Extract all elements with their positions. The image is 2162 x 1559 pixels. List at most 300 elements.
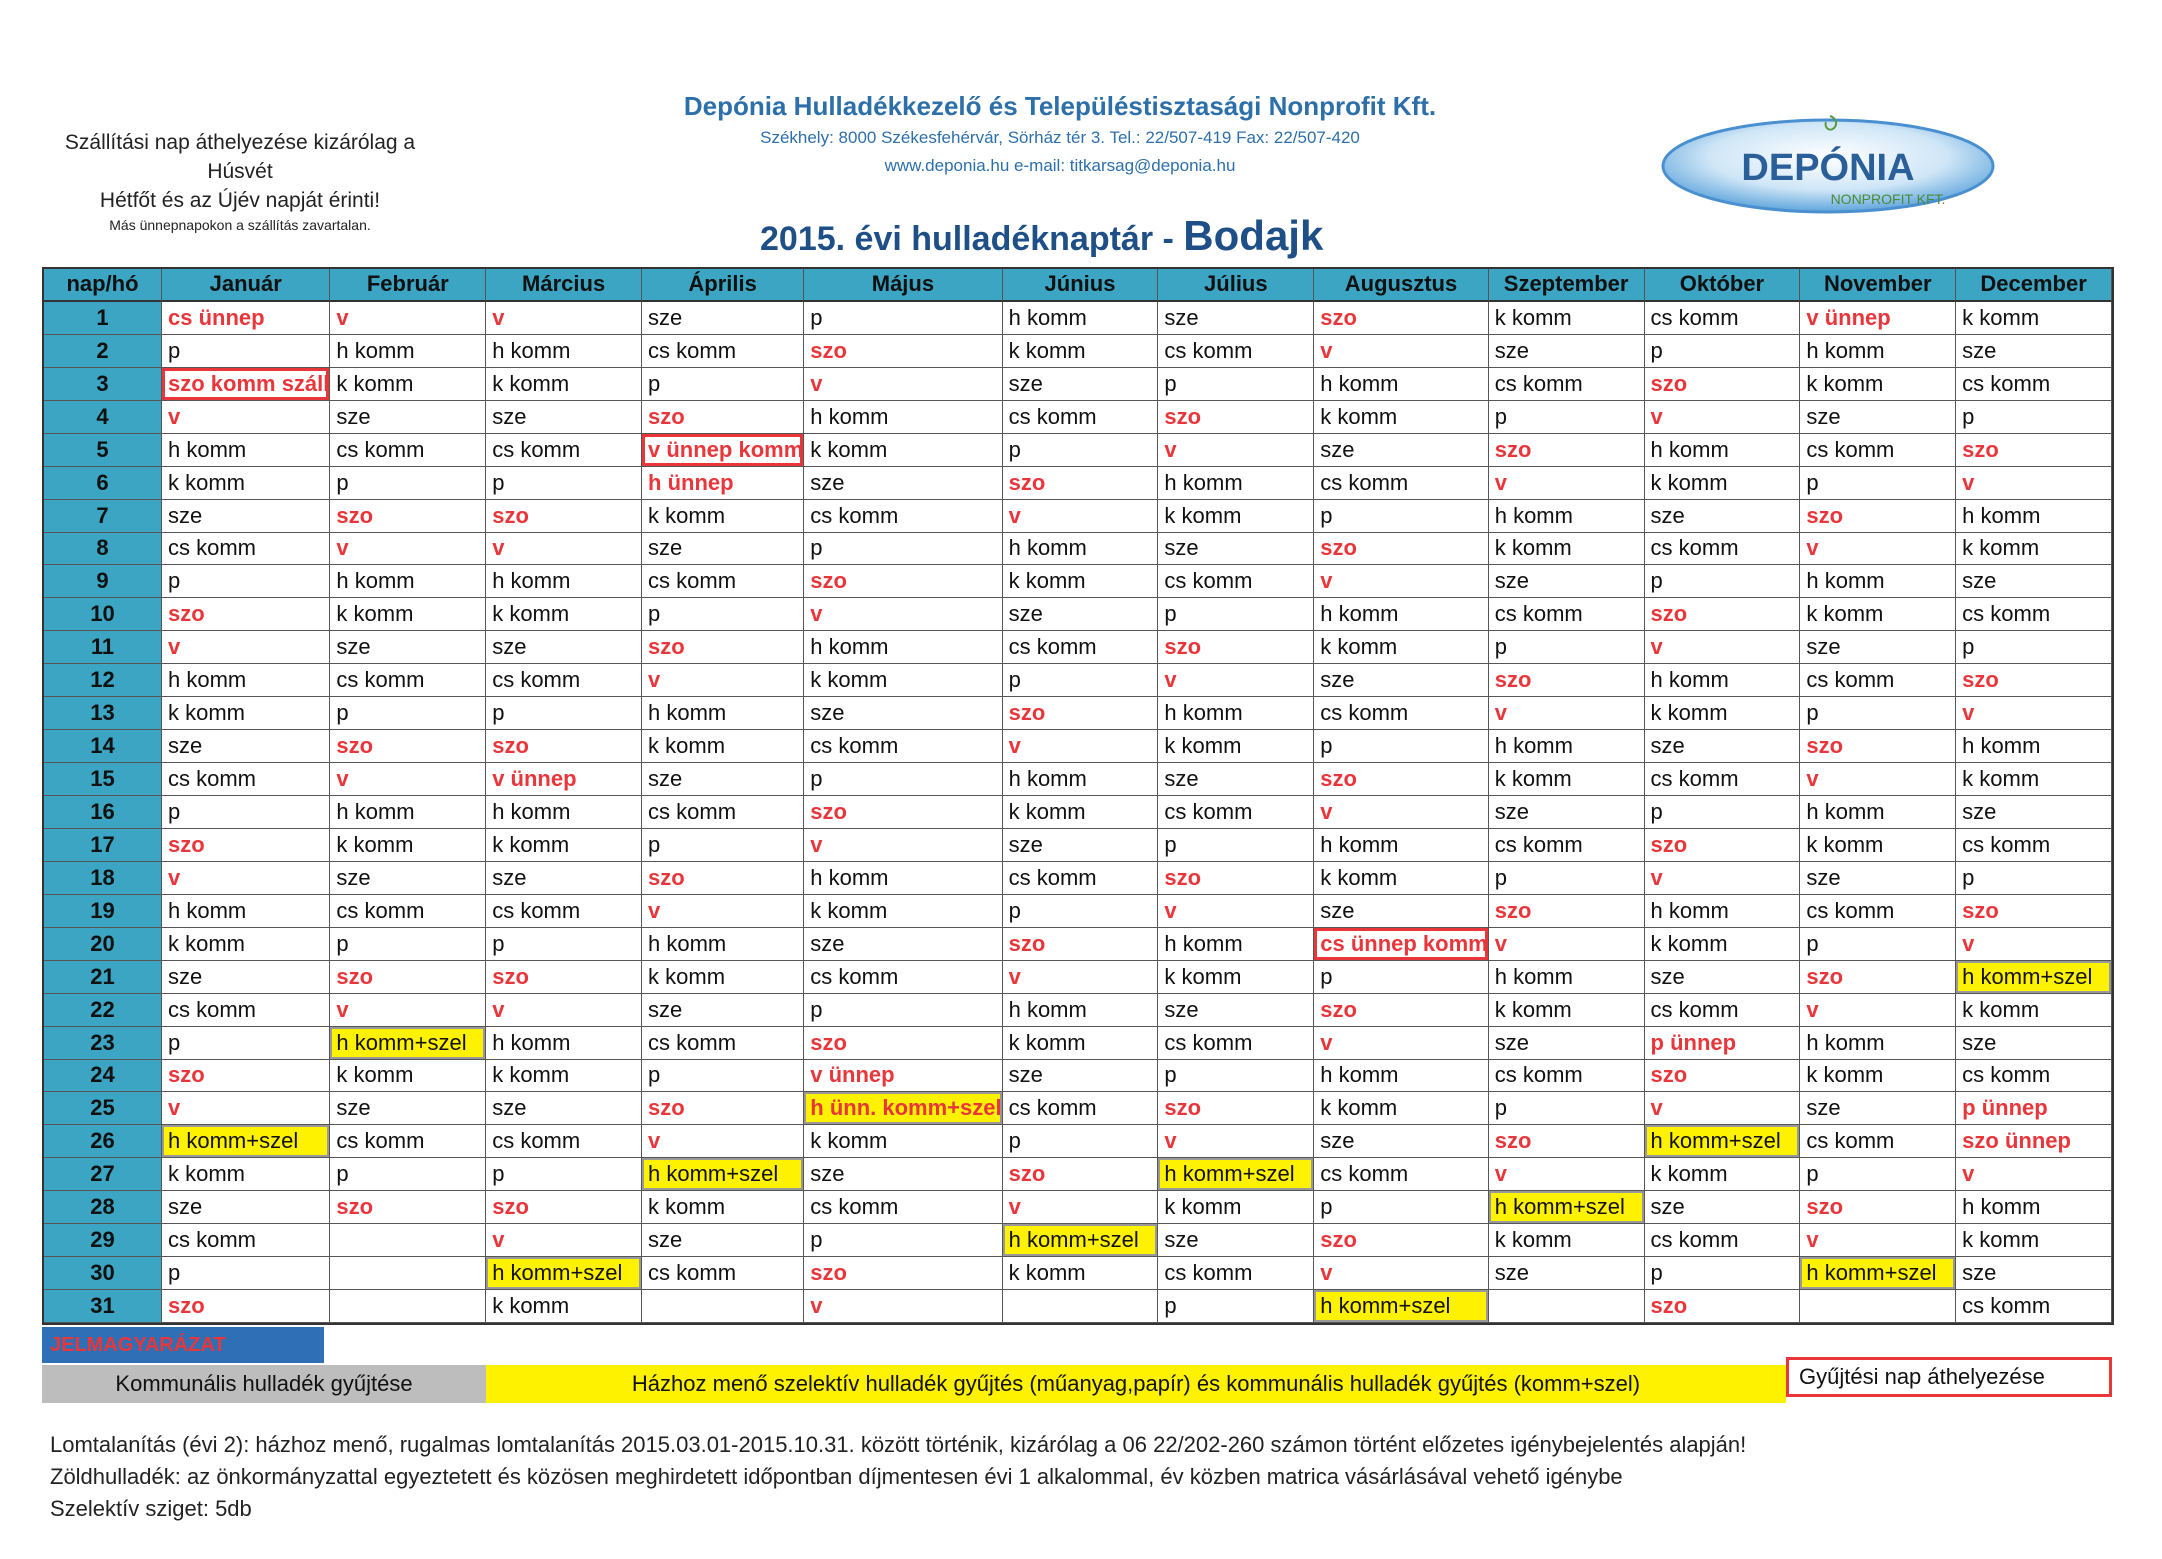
calendar-cell: k komm bbox=[642, 500, 804, 533]
footer-selective-island: Szelektív sziget: 5db bbox=[50, 1496, 252, 1521]
calendar-cell: k komm bbox=[1489, 1224, 1645, 1257]
calendar-cell: cs ünnep komm bbox=[1314, 928, 1488, 961]
calendar-cell: v bbox=[1800, 763, 1956, 796]
calendar-cell: h komm bbox=[1158, 928, 1314, 961]
calendar-cell: sze bbox=[1645, 500, 1801, 533]
header-month: Szeptember bbox=[1489, 269, 1645, 302]
calendar-cell: h komm+szel bbox=[330, 1027, 486, 1060]
calendar-cell: k komm bbox=[804, 434, 1002, 467]
calendar-cell: szo bbox=[804, 335, 1002, 368]
calendar-cell: p bbox=[1158, 598, 1314, 631]
calendar-cell: k komm bbox=[1003, 335, 1159, 368]
calendar-cell: cs komm bbox=[1158, 1257, 1314, 1290]
header-month: Április bbox=[642, 269, 804, 302]
calendar-cell: p bbox=[804, 533, 1002, 566]
calendar-cell: v bbox=[1645, 1092, 1801, 1125]
calendar-cell: v bbox=[1003, 500, 1159, 533]
calendar-cell: h komm bbox=[330, 335, 486, 368]
header-month: November bbox=[1800, 269, 1956, 302]
calendar-cell: p bbox=[1003, 664, 1159, 697]
calendar-cell: p bbox=[486, 697, 642, 730]
calendar-cell: v bbox=[804, 598, 1002, 631]
calendar-cell: sze bbox=[1489, 335, 1645, 368]
calendar-cell: sze bbox=[162, 730, 330, 763]
calendar-cell: cs komm bbox=[642, 565, 804, 598]
calendar-cell: cs komm bbox=[642, 335, 804, 368]
calendar-cell: p bbox=[804, 994, 1002, 1027]
calendar-title-town: Bodajk bbox=[1183, 212, 1324, 259]
calendar-cell: sze bbox=[804, 928, 1002, 961]
calendar-cell: k komm bbox=[1489, 763, 1645, 796]
calendar-cell: p bbox=[642, 368, 804, 401]
calendar-cell: v ünnep komm bbox=[642, 434, 804, 467]
calendar-cell: szo bbox=[1489, 434, 1645, 467]
calendar-cell: sze bbox=[330, 862, 486, 895]
calendar-cell: h komm bbox=[486, 796, 642, 829]
calendar-cell: h komm bbox=[162, 895, 330, 928]
day-number: 6 bbox=[44, 467, 162, 500]
calendar-cell: szo bbox=[1003, 467, 1159, 500]
calendar-cell: v bbox=[1800, 1224, 1956, 1257]
calendar-cell: v bbox=[642, 664, 804, 697]
day-number: 27 bbox=[44, 1158, 162, 1191]
calendar-cell: p bbox=[1645, 565, 1801, 598]
calendar-cell: k komm bbox=[330, 829, 486, 862]
calendar-cell: cs komm bbox=[1645, 302, 1801, 335]
calendar-cell: cs komm bbox=[1956, 829, 2112, 862]
footer-bulky-waste: Lomtalanítás (évi 2): házhoz menő, rugalmas lomtalanítás 2015.03.01-2015.10.31. között történik, kizárólag a 06 22/202-260 számon történt előzetes igénybejelentés alapján! bbox=[50, 1432, 1747, 1457]
day-number: 10 bbox=[44, 598, 162, 631]
day-number: 3 bbox=[44, 368, 162, 401]
calendar-cell: p bbox=[1158, 368, 1314, 401]
calendar-cell: p bbox=[1645, 796, 1801, 829]
calendar-cell: p bbox=[1314, 500, 1488, 533]
calendar-cell: sze bbox=[642, 302, 804, 335]
calendar-cell: h ünnep bbox=[642, 467, 804, 500]
calendar-cell: cs komm bbox=[486, 895, 642, 928]
calendar-cell: cs komm bbox=[330, 895, 486, 928]
calendar-cell: h komm bbox=[1645, 895, 1801, 928]
calendar-cell: h komm bbox=[486, 565, 642, 598]
calendar-cell: sze bbox=[486, 401, 642, 434]
calendar-cell: szo bbox=[330, 500, 486, 533]
calendar-cell: p bbox=[486, 467, 642, 500]
day-number: 2 bbox=[44, 335, 162, 368]
calendar-cell: k komm bbox=[804, 895, 1002, 928]
calendar-cell: k komm bbox=[162, 1158, 330, 1191]
header-month: Október bbox=[1645, 269, 1801, 302]
deponia-logo bbox=[1658, 108, 1998, 216]
calendar-cell: szo bbox=[1489, 895, 1645, 928]
calendar-cell: sze bbox=[1158, 1224, 1314, 1257]
calendar-cell: k komm bbox=[642, 961, 804, 994]
calendar-cell: h komm bbox=[1158, 697, 1314, 730]
calendar-cell: v bbox=[1956, 1158, 2112, 1191]
calendar-cell: cs komm bbox=[1956, 368, 2112, 401]
calendar-cell: k komm bbox=[1314, 862, 1488, 895]
calendar-cell: p bbox=[162, 796, 330, 829]
calendar-cell: sze bbox=[642, 533, 804, 566]
header-month: Március bbox=[486, 269, 642, 302]
company-web: www.deponia.hu e-mail: titkarsag@deponia.hu bbox=[884, 156, 1236, 175]
calendar-cell: k komm bbox=[642, 730, 804, 763]
calendar-cell: k komm bbox=[1956, 1224, 2112, 1257]
day-number: 25 bbox=[44, 1092, 162, 1125]
calendar-cell: szo bbox=[486, 1191, 642, 1224]
calendar-cell: v bbox=[330, 763, 486, 796]
day-number: 7 bbox=[44, 500, 162, 533]
day-number: 5 bbox=[44, 434, 162, 467]
calendar-cell: szo bbox=[1489, 664, 1645, 697]
calendar-cell: sze bbox=[1800, 1092, 1956, 1125]
calendar-cell: k komm bbox=[642, 1191, 804, 1224]
header-month: Február bbox=[330, 269, 486, 302]
calendar-cell: cs komm bbox=[162, 533, 330, 566]
calendar-cell: szo bbox=[1314, 763, 1488, 796]
calendar-cell: cs komm bbox=[642, 1027, 804, 1060]
day-number: 30 bbox=[44, 1257, 162, 1290]
calendar-cell: h komm+szel bbox=[1314, 1290, 1488, 1323]
calendar-cell: k komm bbox=[486, 598, 642, 631]
calendar-cell: k komm bbox=[486, 829, 642, 862]
calendar-cell: sze bbox=[1645, 1191, 1801, 1224]
calendar-cell: k komm bbox=[162, 467, 330, 500]
calendar-cell: sze bbox=[330, 401, 486, 434]
header-month: Május bbox=[804, 269, 1002, 302]
calendar-cell: cs komm bbox=[1800, 434, 1956, 467]
calendar-cell: szo bbox=[162, 829, 330, 862]
calendar-cell: k komm bbox=[1314, 631, 1488, 664]
calendar-title bbox=[760, 212, 1323, 260]
calendar-cell: v bbox=[642, 1125, 804, 1158]
note-line-1: Szállítási nap áthelyezése kizárólag a Húsvét bbox=[64, 131, 416, 183]
calendar-cell: p bbox=[1645, 1257, 1801, 1290]
calendar-cell: k komm bbox=[1003, 1257, 1159, 1290]
calendar-cell: sze bbox=[1800, 401, 1956, 434]
calendar-cell: sze bbox=[1003, 829, 1159, 862]
calendar-cell: v bbox=[486, 533, 642, 566]
calendar-cell: h komm bbox=[1314, 829, 1488, 862]
calendar-cell: h komm bbox=[804, 862, 1002, 895]
footer-green-waste: Zöldhulladék: az önkormányzattal egyeztetett és közösen meghirdetett időpontban díjmentesen évi 1 alkalommal, év közben matrica vásárlásával vehető igénybe bbox=[50, 1464, 1623, 1489]
calendar-cell: v bbox=[1003, 1191, 1159, 1224]
calendar-cell: v bbox=[1158, 434, 1314, 467]
calendar-cell: cs komm bbox=[1800, 1125, 1956, 1158]
calendar-cell: h komm bbox=[1800, 565, 1956, 598]
calendar-cell: k komm bbox=[1314, 1092, 1488, 1125]
calendar-cell: h komm bbox=[1800, 335, 1956, 368]
calendar-cell: sze bbox=[1003, 1060, 1159, 1093]
calendar-cell: szo bbox=[804, 565, 1002, 598]
calendar-cell: h komm bbox=[1956, 500, 2112, 533]
calendar-cell bbox=[330, 1224, 486, 1257]
day-number: 17 bbox=[44, 829, 162, 862]
calendar-cell: sze bbox=[1314, 664, 1488, 697]
calendar-cell: v bbox=[330, 302, 486, 335]
calendar-cell: h komm bbox=[1489, 961, 1645, 994]
calendar-cell: v bbox=[162, 862, 330, 895]
calendar-cell: sze bbox=[1956, 565, 2112, 598]
note-line-3: Más ünnepnapokon a szállítás zavartalan. bbox=[109, 217, 371, 233]
calendar-cell: szo bbox=[486, 730, 642, 763]
calendar-cell: p bbox=[1158, 829, 1314, 862]
calendar-cell: h komm bbox=[162, 664, 330, 697]
calendar-cell: cs komm bbox=[1956, 1060, 2112, 1093]
calendar-cell: p bbox=[162, 1257, 330, 1290]
calendar-cell: cs komm bbox=[1158, 1027, 1314, 1060]
calendar-cell: h komm bbox=[1314, 1060, 1488, 1093]
calendar-cell: v bbox=[330, 533, 486, 566]
calendar-cell: v bbox=[804, 1290, 1002, 1323]
calendar-cell: cs komm bbox=[804, 1191, 1002, 1224]
calendar-cell: k komm bbox=[1645, 1158, 1801, 1191]
calendar-cell: szo bbox=[1314, 533, 1488, 566]
calendar-cell: h komm+szel bbox=[162, 1125, 330, 1158]
calendar-cell: h komm+szel bbox=[486, 1257, 642, 1290]
calendar-cell: cs komm bbox=[162, 994, 330, 1027]
day-number: 22 bbox=[44, 994, 162, 1027]
calendar-cell: sze bbox=[330, 1092, 486, 1125]
calendar-cell: k komm bbox=[162, 928, 330, 961]
calendar-cell: v bbox=[486, 302, 642, 335]
svg-text:NONPROFIT KFT.: NONPROFIT KFT. bbox=[1830, 191, 1946, 207]
calendar-cell: p bbox=[486, 928, 642, 961]
calendar-cell: h komm bbox=[1314, 598, 1488, 631]
calendar-cell: p bbox=[330, 1158, 486, 1191]
calendar-cell: szo bbox=[1158, 862, 1314, 895]
calendar-cell: v ünnep bbox=[804, 1060, 1002, 1093]
calendar-cell: sze bbox=[1956, 796, 2112, 829]
calendar-cell: h komm+szel bbox=[1956, 961, 2112, 994]
calendar-cell: szo bbox=[642, 631, 804, 664]
calendar-cell: cs komm bbox=[1314, 467, 1488, 500]
calendar-cell: p bbox=[162, 335, 330, 368]
calendar-title-main: 2015. évi hulladéknaptár - bbox=[760, 220, 1174, 258]
calendar-cell: szo bbox=[1956, 434, 2112, 467]
calendar-cell: k komm bbox=[1158, 500, 1314, 533]
header-month: Június bbox=[1003, 269, 1159, 302]
calendar-cell: szo bbox=[1314, 1224, 1488, 1257]
calendar-cell: sze bbox=[1489, 1257, 1645, 1290]
legend-title: JELMAGYARÁZAT bbox=[42, 1327, 324, 1363]
calendar-cell: cs komm bbox=[1489, 829, 1645, 862]
day-number: 31 bbox=[44, 1290, 162, 1323]
calendar-cell bbox=[1800, 1290, 1956, 1323]
company-name: Depónia Hulladékkezelő és Településtisztasági Nonprofit Kft. bbox=[683, 91, 1437, 121]
calendar-cell: szo bbox=[1645, 829, 1801, 862]
calendar-cell: p bbox=[1645, 335, 1801, 368]
day-number: 24 bbox=[44, 1060, 162, 1093]
calendar-cell: szo bbox=[486, 961, 642, 994]
calendar-cell: cs komm bbox=[1956, 598, 2112, 631]
calendar-cell: szo bbox=[1956, 895, 2112, 928]
calendar-cell: h komm bbox=[1800, 1027, 1956, 1060]
calendar-cell: k komm bbox=[1645, 697, 1801, 730]
calendar-cell: cs komm bbox=[1003, 631, 1159, 664]
calendar-cell: k komm bbox=[1645, 928, 1801, 961]
calendar-cell: v bbox=[1800, 994, 1956, 1027]
calendar-cell: sze bbox=[486, 631, 642, 664]
calendar-cell: p ünnep bbox=[1956, 1092, 2112, 1125]
calendar-cell: h komm bbox=[804, 631, 1002, 664]
calendar-cell: p bbox=[642, 598, 804, 631]
calendar-cell: k komm bbox=[1800, 829, 1956, 862]
calendar-cell: sze bbox=[804, 1158, 1002, 1191]
calendar-cell: p bbox=[162, 565, 330, 598]
calendar-cell: v bbox=[1003, 961, 1159, 994]
calendar-cell: k komm bbox=[1489, 302, 1645, 335]
calendar-cell: szo bbox=[162, 598, 330, 631]
calendar-cell: v bbox=[162, 401, 330, 434]
calendar-cell: k komm bbox=[804, 1125, 1002, 1158]
calendar-cell: h komm+szel bbox=[1003, 1224, 1159, 1257]
calendar-cell: p bbox=[804, 302, 1002, 335]
calendar-cell: p bbox=[330, 697, 486, 730]
calendar-cell: k komm bbox=[1314, 401, 1488, 434]
calendar-cell: h komm+szel bbox=[642, 1158, 804, 1191]
calendar-cell: v bbox=[1003, 730, 1159, 763]
day-number: 12 bbox=[44, 664, 162, 697]
calendar-cell: sze bbox=[1314, 1125, 1488, 1158]
calendar-cell: v bbox=[1314, 565, 1488, 598]
calendar-cell: szo bbox=[162, 1290, 330, 1323]
calendar-cell: szo komm száll bbox=[162, 368, 330, 401]
calendar-cell: sze bbox=[1158, 994, 1314, 1027]
calendar-cell: cs komm bbox=[1489, 368, 1645, 401]
calendar-cell: cs komm bbox=[330, 664, 486, 697]
calendar-cell: sze bbox=[1645, 730, 1801, 763]
calendar-cell: h komm bbox=[1956, 730, 2112, 763]
calendar-cell: p bbox=[1314, 730, 1488, 763]
day-number: 9 bbox=[44, 565, 162, 598]
calendar-cell: szo bbox=[1645, 368, 1801, 401]
calendar-cell: szo bbox=[330, 730, 486, 763]
calendar-cell: h komm+szel bbox=[1158, 1158, 1314, 1191]
calendar-cell: v bbox=[162, 1092, 330, 1125]
calendar-cell: h komm+szel bbox=[1800, 1257, 1956, 1290]
calendar-cell: h komm bbox=[486, 335, 642, 368]
calendar-cell: k komm bbox=[1489, 533, 1645, 566]
header-month: December bbox=[1956, 269, 2112, 302]
calendar-cell: sze bbox=[162, 961, 330, 994]
calendar-cell bbox=[330, 1257, 486, 1290]
calendar-cell: p bbox=[1956, 862, 2112, 895]
calendar-cell: cs komm bbox=[642, 1257, 804, 1290]
calendar-cell: p bbox=[330, 928, 486, 961]
calendar-cell: p bbox=[330, 467, 486, 500]
calendar-cell: szo bbox=[1158, 401, 1314, 434]
calendar-cell: p bbox=[1314, 961, 1488, 994]
calendar-cell: cs komm bbox=[330, 1125, 486, 1158]
calendar-cell: k komm bbox=[330, 368, 486, 401]
calendar-cell: cs komm bbox=[1645, 1224, 1801, 1257]
calendar-cell: p bbox=[1158, 1060, 1314, 1093]
day-number: 13 bbox=[44, 697, 162, 730]
calendar-cell: sze bbox=[1956, 335, 2112, 368]
company-header bbox=[640, 88, 1480, 180]
calendar-cell: cs komm bbox=[162, 1224, 330, 1257]
calendar-cell: cs komm bbox=[642, 796, 804, 829]
calendar-cell: h komm bbox=[1314, 368, 1488, 401]
calendar-cell: p bbox=[1003, 1125, 1159, 1158]
calendar-cell: szo bbox=[1800, 1191, 1956, 1224]
calendar-cell: k komm bbox=[1956, 994, 2112, 1027]
calendar-cell: szo bbox=[642, 1092, 804, 1125]
calendar-cell: v bbox=[1489, 697, 1645, 730]
calendar-cell: h komm bbox=[1645, 434, 1801, 467]
calendar-cell: szo bbox=[1003, 1158, 1159, 1191]
calendar-cell: p bbox=[1956, 631, 2112, 664]
calendar-cell: cs komm bbox=[1003, 862, 1159, 895]
calendar-cell: p ünnep bbox=[1645, 1027, 1801, 1060]
calendar-cell: p bbox=[1489, 631, 1645, 664]
legend-communal: Kommunális hulladék gyűjtése bbox=[42, 1365, 486, 1403]
calendar-cell: h komm bbox=[1645, 664, 1801, 697]
calendar-cell: v bbox=[1314, 335, 1488, 368]
calendar-cell: h komm bbox=[1003, 533, 1159, 566]
calendar-cell: p bbox=[1489, 862, 1645, 895]
calendar-cell: szo bbox=[804, 796, 1002, 829]
legend-selective: Házhoz menő szelektív hulladék gyűjtés (műanyag,papír) és kommunális hulladék gyűjtés (komm+szel) bbox=[486, 1365, 1786, 1403]
calendar-cell: szo bbox=[1645, 1290, 1801, 1323]
calendar-cell: h komm bbox=[642, 697, 804, 730]
calendar-cell: h komm bbox=[1003, 994, 1159, 1027]
calendar-cell: sze bbox=[1003, 598, 1159, 631]
calendar-cell: cs ünnep bbox=[162, 302, 330, 335]
note-line-2: Hétfőt és az Újév napját érinti! bbox=[99, 189, 381, 212]
calendar-cell: v bbox=[804, 829, 1002, 862]
calendar-cell: p bbox=[1003, 895, 1159, 928]
calendar-cell: k komm bbox=[486, 368, 642, 401]
calendar-cell: szo bbox=[1800, 500, 1956, 533]
header-month: Január bbox=[162, 269, 330, 302]
calendar-cell: cs komm bbox=[1158, 565, 1314, 598]
calendar-cell: p bbox=[1800, 697, 1956, 730]
calendar-cell: h komm bbox=[1956, 1191, 2112, 1224]
calendar-cell: p bbox=[1003, 434, 1159, 467]
collection-calendar-table bbox=[42, 267, 2114, 1325]
calendar-cell: sze bbox=[1314, 895, 1488, 928]
calendar-cell: k komm bbox=[1003, 796, 1159, 829]
calendar-cell: k komm bbox=[1158, 961, 1314, 994]
calendar-cell: p bbox=[1956, 401, 2112, 434]
day-number: 14 bbox=[44, 730, 162, 763]
calendar-cell: szo bbox=[1645, 1060, 1801, 1093]
calendar-cell: p bbox=[1314, 1191, 1488, 1224]
calendar-cell: cs komm bbox=[1489, 1060, 1645, 1093]
calendar-cell: sze bbox=[1800, 862, 1956, 895]
calendar-cell: h komm bbox=[1489, 500, 1645, 533]
calendar-cell: k komm bbox=[1003, 1027, 1159, 1060]
calendar-cell: sze bbox=[1800, 631, 1956, 664]
calendar-cell: h komm bbox=[1800, 796, 1956, 829]
calendar-cell: h komm bbox=[1158, 467, 1314, 500]
calendar-cell: sze bbox=[1489, 796, 1645, 829]
calendar-cell: p bbox=[1800, 928, 1956, 961]
calendar-cell: cs komm bbox=[1645, 533, 1801, 566]
calendar-cell: sze bbox=[330, 631, 486, 664]
calendar-cell: k komm bbox=[486, 1060, 642, 1093]
calendar-cell bbox=[1489, 1290, 1645, 1323]
calendar-cell: p bbox=[1800, 467, 1956, 500]
calendar-cell: cs komm bbox=[1489, 598, 1645, 631]
calendar-cell: szo bbox=[804, 1027, 1002, 1060]
calendar-cell: szo bbox=[1800, 730, 1956, 763]
day-number: 11 bbox=[44, 631, 162, 664]
svg-text:DEPÓNIA: DEPÓNIA bbox=[1741, 147, 1915, 189]
calendar-cell: p bbox=[642, 829, 804, 862]
calendar-cell: cs komm bbox=[1800, 895, 1956, 928]
